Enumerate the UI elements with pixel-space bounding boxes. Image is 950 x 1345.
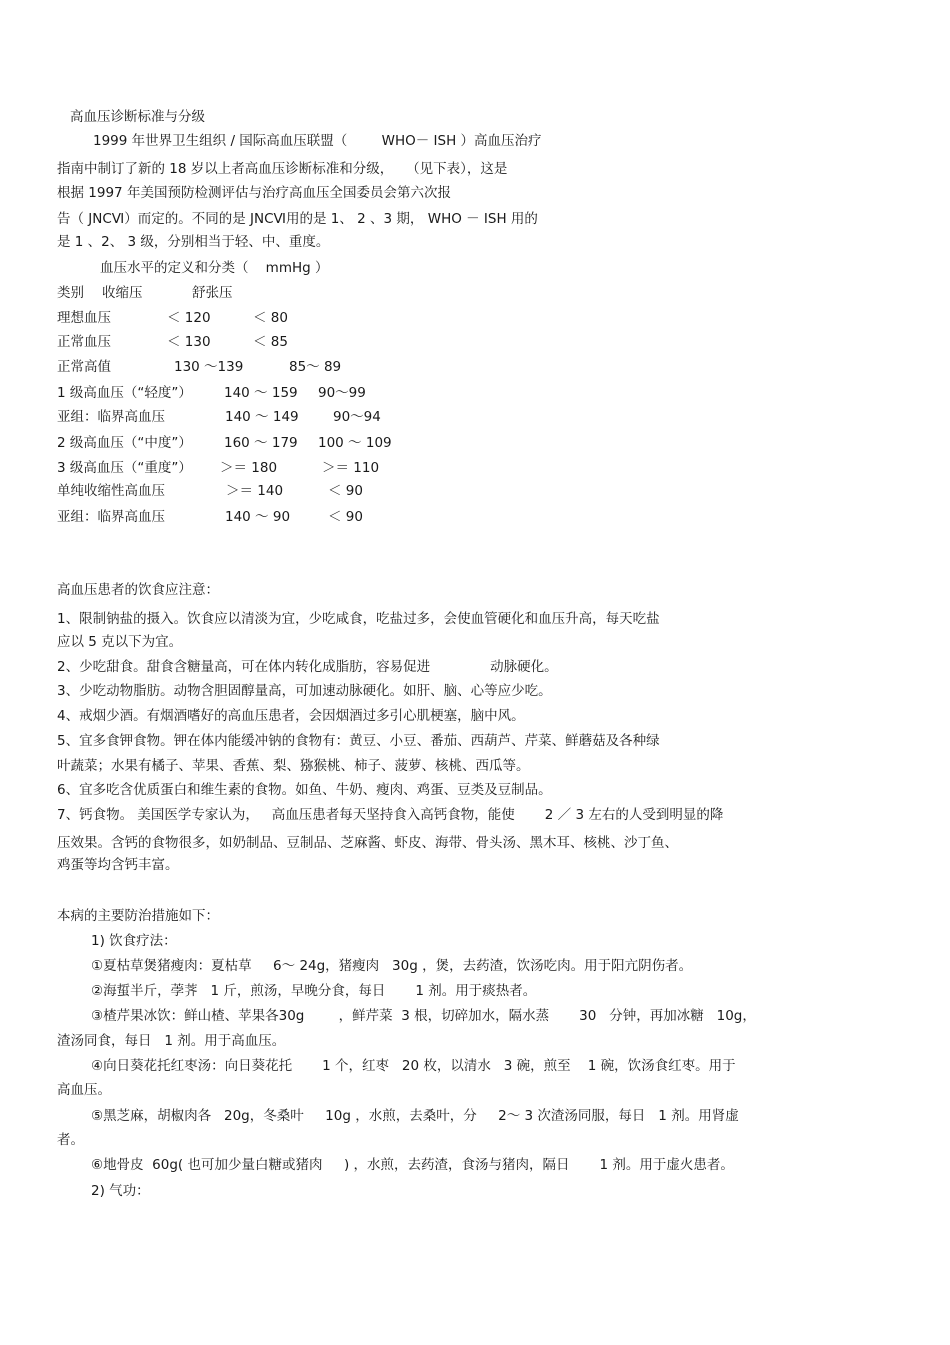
row-systolic: 140 ～ 90	[225, 509, 291, 525]
diet-line: 2、少吃甜食。甜食含糖量高，可在体内转化成脂肪，容易促进 动脉硬化。	[57, 659, 558, 675]
treatment-line: ①夏枯草煲猪瘦肉：夏枯草 6～ 24g，猪瘦肉 30g ，煲，去药渣，饮汤吃肉。用于阳亢阴伤者。	[91, 958, 693, 974]
row-diastolic: 90～94	[333, 409, 381, 425]
treatment-line: 1) 饮食疗法：	[91, 933, 177, 949]
diet-line: 5、宜多食钾食物。钾在体内能缓冲钠的食物有：黄豆、小豆、番茄、西葫芦、芹菜、鲜蘑菇及各种绿	[57, 733, 660, 749]
section-heading: 本病的主要防治措施如下：	[57, 908, 219, 924]
diet-line: 3、少吃动物脂肪。动物含胆固醇量高，可加速动脉硬化。如肝、脑、心等应少吃。	[57, 683, 552, 699]
row-diastolic: 100 ～ 109	[318, 435, 392, 451]
diet-line: 压效果。含钙的食物很多，如奶制品、豆制品、芝麻酱、虾皮、海带、骨头汤、黑木耳、核桃、沙丁鱼、	[57, 835, 678, 851]
treatment-line: ③楂芹果冰饮：鲜山楂、苹果各30g ，鲜芹菜 3 根，切碎加水，隔水蒸 30 分钟，再加冰糖 10g，	[91, 1008, 756, 1024]
table-caption: 血压水平的定义和分类（ mmHg ）	[100, 260, 329, 276]
treatment-line: 高血压。	[57, 1082, 111, 1098]
row-systolic: ＜ 130	[167, 334, 211, 350]
intro-line: 是 1 、2、 3 级，分别相当于轻、中、重度。	[57, 234, 330, 250]
row-category: 2 级高血压（“中度”）	[57, 435, 192, 451]
row-systolic: 140 ～ 149	[225, 409, 299, 425]
row-category: 亚组：临界高血压	[57, 509, 165, 525]
row-category: 理想血压	[57, 310, 111, 326]
diet-line: 叶蔬菜；水果有橘子、苹果、香蕉、梨、猕猴桃、柿子、菠萝、核桃、西瓜等。	[57, 758, 530, 774]
diet-line: 应以 5 克以下为宜。	[57, 634, 183, 650]
row-diastolic: ＜ 80	[253, 310, 288, 326]
treatment-line: 者。	[57, 1132, 84, 1148]
table-header-diastolic: 舒张压	[192, 285, 233, 301]
row-systolic: ＞＝ 180	[220, 460, 278, 476]
treatment-line: ⑥地骨皮 60g( 也可加少量白糖或猪肉 ) ，水煎，去药渣，食汤与猪肉，隔日 1 剂。用于虚火患者。	[91, 1157, 734, 1173]
diet-line: 1、限制钠盐的摄入。饮食应以清淡为宜，少吃咸食，吃盐过多，会使血管硬化和血压升高，每天吃盐	[57, 611, 660, 627]
document-title: 高血压诊断标准与分级	[70, 109, 205, 125]
table-header-category: 类别	[57, 285, 84, 301]
row-systolic: ＞＝ 140	[226, 483, 284, 499]
row-category: 1 级高血压（“轻度”）	[57, 385, 192, 401]
treatment-line: ④向日葵花托红枣汤：向日葵花托 1 个，红枣 20 枚，以清水 3 碗，煎至 1 碗，饮汤食红枣。用于	[91, 1058, 736, 1074]
diet-line: 6、宜多吃含优质蛋白和维生素的食物。如鱼、牛奶、瘦肉、鸡蛋、豆类及豆制品。	[57, 782, 552, 798]
row-systolic: 160 ～ 179	[224, 435, 298, 451]
intro-line: 告（ JNCⅥ）而定的。不同的是 JNCⅥ用的是 1、 2 、3 期， WHO － ISH 用的	[57, 211, 538, 227]
row-category: 3 级高血压（“重度”）	[57, 460, 192, 476]
treatment-line: ⑤黑芝麻，胡椒肉各 20g，冬桑叶 10g ，水煎，去桑叶，分 2～ 3 次渣汤同服，每日 1 剂。用肾虚	[91, 1108, 739, 1124]
row-diastolic: ＞＝ 110	[322, 460, 380, 476]
row-diastolic: ＜ 85	[253, 334, 288, 350]
row-category: 单纯收缩性高血压	[57, 483, 165, 499]
diet-line: 鸡蛋等均含钙丰富。	[57, 857, 179, 873]
table-header-systolic: 收缩压	[102, 285, 143, 301]
row-diastolic: ＜ 90	[328, 483, 363, 499]
treatment-line: ②海蜇半斤，荸荠 1 斤，煎汤，早晚分食，每日 1 剂。用于痰热者。	[91, 983, 537, 999]
row-systolic: ＜ 120	[167, 310, 211, 326]
diet-line: 4、戒烟少酒。有烟酒嗜好的高血压患者，会因烟酒过多引心肌梗塞，脑中风。	[57, 708, 525, 724]
treatment-line: 2) 气功：	[91, 1183, 150, 1199]
row-diastolic: ＜ 90	[328, 509, 363, 525]
row-category: 正常血压	[57, 334, 111, 350]
diet-line: 7、钙食物。 美国医学专家认为， 高血压患者每天坚持食入高钙食物，能使 2 ／ 3 左右的人受到明显的降	[57, 807, 724, 823]
row-diastolic: 90～99	[318, 385, 366, 401]
row-category: 正常高值	[57, 359, 111, 375]
row-systolic: 130 ～139	[174, 359, 244, 375]
row-category: 亚组：临界高血压	[57, 409, 165, 425]
intro-line: 1999 年世界卫生组织 / 国际高血压联盟（ WHO－ ISH ）高血压治疗	[93, 133, 542, 149]
intro-line: 指南中制订了新的 18 岁以上者高血压诊断标准和分级， （见下表），这是	[57, 161, 508, 177]
row-diastolic: 85～ 89	[289, 359, 342, 375]
treatment-line: 渣汤同食，每日 1 剂。用于高血压。	[57, 1033, 286, 1049]
intro-line: 根据 1997 年美国预防检测评估与治疗高血压全国委员会第六次报	[57, 185, 451, 201]
row-systolic: 140 ～ 159	[224, 385, 298, 401]
section-heading: 高血压患者的饮食应注意：	[57, 582, 219, 598]
